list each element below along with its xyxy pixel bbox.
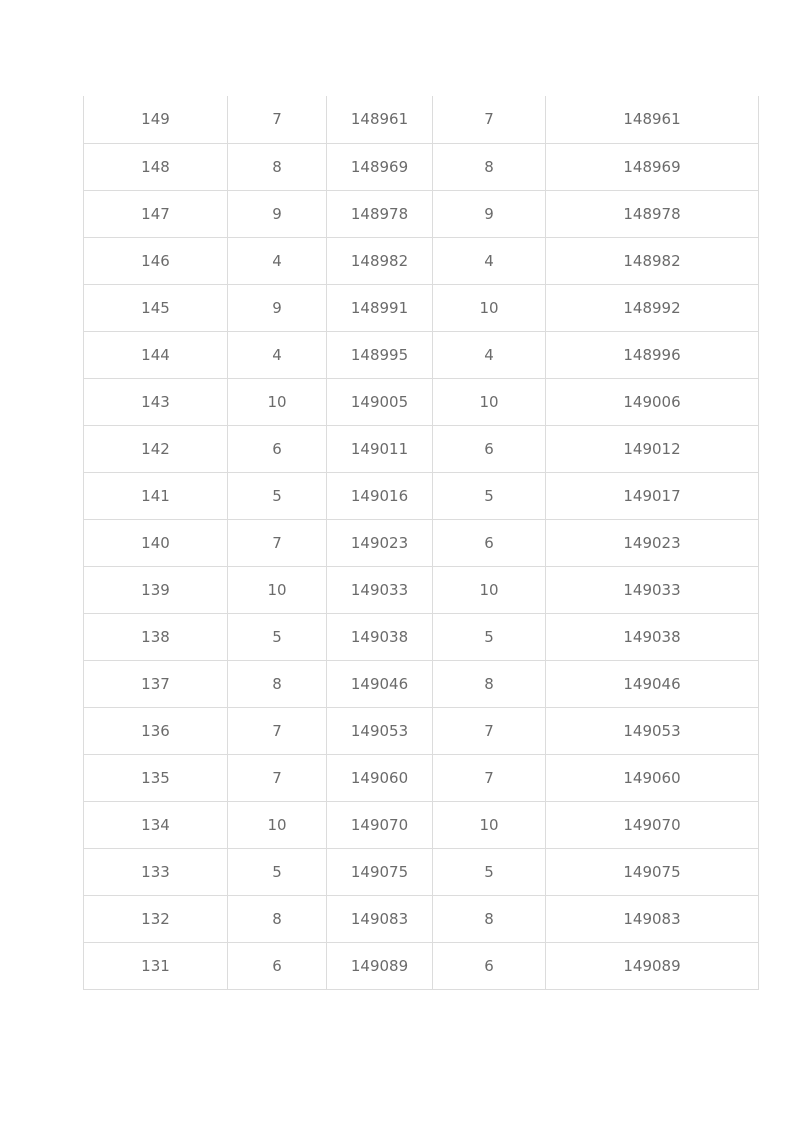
table-cell: 144 xyxy=(84,331,228,378)
table-cell: 148991 xyxy=(327,284,433,331)
table-cell: 149046 xyxy=(546,660,759,707)
table-cell: 149053 xyxy=(546,707,759,754)
table-cell: 5 xyxy=(433,848,546,895)
table-cell: 140 xyxy=(84,519,228,566)
table-cell: 141 xyxy=(84,472,228,519)
table-cell: 4 xyxy=(228,331,327,378)
table-row xyxy=(84,895,759,942)
table-cell: 10 xyxy=(433,566,546,613)
table-cell: 138 xyxy=(84,613,228,660)
table-cell: 8 xyxy=(228,143,327,190)
table-cell: 8 xyxy=(228,895,327,942)
table-cell: 149070 xyxy=(546,801,759,848)
table-cell: 149011 xyxy=(327,425,433,472)
table-cell: 4 xyxy=(433,237,546,284)
table-cell: 5 xyxy=(433,472,546,519)
table-row xyxy=(84,754,759,801)
table-cell: 149053 xyxy=(327,707,433,754)
table-row xyxy=(84,472,759,519)
table-cell: 131 xyxy=(84,942,228,989)
table-row xyxy=(84,96,759,143)
table-cell: 149075 xyxy=(546,848,759,895)
table-cell: 149060 xyxy=(327,754,433,801)
table-cell: 10 xyxy=(433,378,546,425)
table-cell: 149060 xyxy=(546,754,759,801)
table-cell: 5 xyxy=(433,613,546,660)
table-cell: 145 xyxy=(84,284,228,331)
table-cell: 149023 xyxy=(546,519,759,566)
table-cell: 148978 xyxy=(546,190,759,237)
table-cell: 149016 xyxy=(327,472,433,519)
table-cell: 147 xyxy=(84,190,228,237)
data-table-page xyxy=(83,96,758,990)
table-cell: 10 xyxy=(228,378,327,425)
table-cell: 149033 xyxy=(327,566,433,613)
table-cell: 10 xyxy=(228,801,327,848)
table-cell: 10 xyxy=(433,284,546,331)
table-cell: 149038 xyxy=(546,613,759,660)
table-cell: 143 xyxy=(84,378,228,425)
table-cell: 7 xyxy=(228,707,327,754)
table-cell: 8 xyxy=(433,660,546,707)
table-cell: 136 xyxy=(84,707,228,754)
table-cell: 149089 xyxy=(546,942,759,989)
table-row xyxy=(84,425,759,472)
table-cell: 6 xyxy=(228,942,327,989)
table-cell: 148961 xyxy=(546,96,759,143)
table-row xyxy=(84,566,759,613)
table-cell: 149033 xyxy=(546,566,759,613)
table-cell: 149023 xyxy=(327,519,433,566)
table-cell: 142 xyxy=(84,425,228,472)
table-cell: 134 xyxy=(84,801,228,848)
table-cell: 6 xyxy=(433,942,546,989)
table-cell: 149083 xyxy=(546,895,759,942)
table-cell: 148996 xyxy=(546,331,759,378)
table-row xyxy=(84,660,759,707)
table-row xyxy=(84,613,759,660)
table-cell: 4 xyxy=(228,237,327,284)
table-cell: 8 xyxy=(433,895,546,942)
table-cell: 9 xyxy=(433,190,546,237)
table-cell: 10 xyxy=(228,566,327,613)
table-cell: 139 xyxy=(84,566,228,613)
table-cell: 149005 xyxy=(327,378,433,425)
table-row xyxy=(84,801,759,848)
table-cell: 149046 xyxy=(327,660,433,707)
table-cell: 7 xyxy=(228,754,327,801)
table-cell: 148961 xyxy=(327,96,433,143)
table-cell: 149006 xyxy=(546,378,759,425)
table-cell: 7 xyxy=(433,707,546,754)
table-cell: 148992 xyxy=(546,284,759,331)
table-cell: 148978 xyxy=(327,190,433,237)
table-cell: 148969 xyxy=(546,143,759,190)
table-cell: 148995 xyxy=(327,331,433,378)
table-cell: 146 xyxy=(84,237,228,284)
table-cell: 149012 xyxy=(546,425,759,472)
table-cell: 6 xyxy=(433,425,546,472)
table-cell: 148982 xyxy=(327,237,433,284)
table-cell: 133 xyxy=(84,848,228,895)
table-row xyxy=(84,942,759,989)
table-cell: 149089 xyxy=(327,942,433,989)
table-row xyxy=(84,190,759,237)
table-cell: 5 xyxy=(228,848,327,895)
table-row xyxy=(84,284,759,331)
table-cell: 9 xyxy=(228,284,327,331)
table-row xyxy=(84,237,759,284)
table-row xyxy=(84,378,759,425)
table-row xyxy=(84,848,759,895)
table-cell: 7 xyxy=(228,96,327,143)
table-cell: 149038 xyxy=(327,613,433,660)
table-cell: 6 xyxy=(228,425,327,472)
table-cell: 135 xyxy=(84,754,228,801)
table-cell: 149 xyxy=(84,96,228,143)
table-row xyxy=(84,143,759,190)
table-cell: 8 xyxy=(228,660,327,707)
table-cell: 132 xyxy=(84,895,228,942)
table-cell: 9 xyxy=(228,190,327,237)
table-row xyxy=(84,707,759,754)
table-row xyxy=(84,331,759,378)
table-row xyxy=(84,519,759,566)
table-cell: 5 xyxy=(228,472,327,519)
table-cell: 10 xyxy=(433,801,546,848)
table-cell: 7 xyxy=(433,96,546,143)
table-cell: 8 xyxy=(433,143,546,190)
table-cell: 6 xyxy=(433,519,546,566)
table-cell: 149083 xyxy=(327,895,433,942)
table-cell: 148 xyxy=(84,143,228,190)
table-cell: 7 xyxy=(433,754,546,801)
table-cell: 149075 xyxy=(327,848,433,895)
table-cell: 149070 xyxy=(327,801,433,848)
table-cell: 148969 xyxy=(327,143,433,190)
table-cell: 7 xyxy=(228,519,327,566)
data-table xyxy=(83,96,759,990)
table-cell: 148982 xyxy=(546,237,759,284)
table-cell: 5 xyxy=(228,613,327,660)
table-cell: 149017 xyxy=(546,472,759,519)
table-body xyxy=(84,96,759,989)
table-cell: 4 xyxy=(433,331,546,378)
table-cell: 137 xyxy=(84,660,228,707)
